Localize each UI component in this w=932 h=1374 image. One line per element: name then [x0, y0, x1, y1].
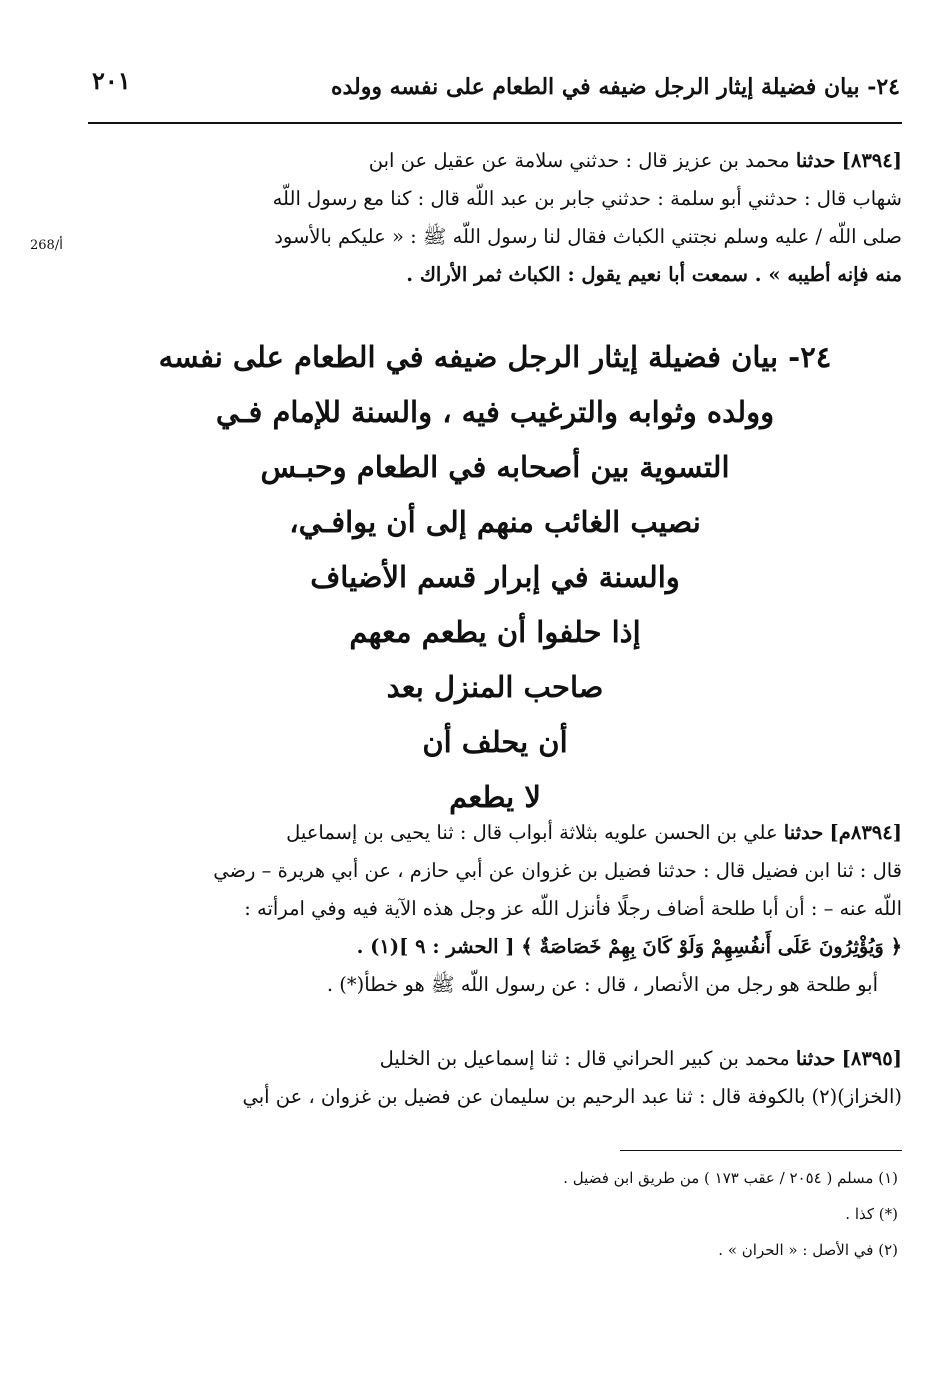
section-title-line: نصيب الغائب منهم إلى أن يوافـي،: [289, 505, 701, 539]
header-rule: [88, 122, 902, 124]
section-title-line: صاحب المنزل بعد: [386, 670, 604, 704]
hadith-line: شهاب قال : حدثني أبو سلمة : حدثني جابر بن عبد اللّه قال : كنا مع رسول اللّه: [272, 187, 902, 210]
footnote: (*) كذا .: [845, 1205, 898, 1223]
hadith-lead-word: حدثنا: [795, 149, 836, 172]
hadith-line: [94, 1040, 902, 1078]
hadith-line: [94, 814, 902, 852]
quran-verse-line: ﴿ وَيُؤْثِرُونَ عَلَى أَنفُسِهِمْ وَلَوْ كَانَ بِهِمْ خَصَاصَةٌ ﴾ [ الحشر : ٩ ](١) .: [356, 935, 902, 958]
hadith-line: منه فإنه أطيبه » . سمعت أبا نعيم يقول : الكباث ثمر الأراك .: [406, 263, 902, 286]
hadith-number: [٨٣٩٥]: [841, 1047, 902, 1070]
hadith-line: صلى اللّه / عليه وسلم نجتني الكباث فقال لنا رسول اللّه ﷺ : « عليكم بالأسود: [274, 225, 902, 248]
hadith-text: محمد بن عزيز قال : حدثني سلامة عن عقيل عن ابن: [368, 149, 790, 172]
hadith-8394: [94, 142, 902, 294]
section-title-line: التسوية بين أصحابه في الطعام وحبـس: [260, 450, 730, 484]
hadith-number: [٨٣٩٤م]: [829, 821, 902, 844]
footnote: (١) مسلم ( ٢٠٥٤ / عقب ١٧٣ ) من طريق ابن فضيل .: [563, 1169, 898, 1187]
section-title-line: وولده وثوابه والترغيب فيه ، والسنة للإمام فـي: [215, 395, 775, 429]
hadith-line: (الخزاز)(٢) بالكوفة قال : ثنا عبد الرحيم بن سليمان عن فضيل بن غزوان ، عن أبي: [242, 1085, 902, 1108]
hadith-lead-word: حدثنا: [795, 1047, 836, 1070]
page-number: ٢٠١: [92, 66, 131, 95]
section-title-line: إذا حلفوا أن يطعم معهم: [349, 615, 641, 649]
manuscript-folio-note: 268/أ: [30, 238, 63, 253]
section-title-line: والسنة في إبرار قسم الأضياف: [310, 560, 680, 594]
hadith-text: علي بن الحسن علويه بثلاثة أبواب قال : ثنا يحيى بن إسماعيل: [286, 821, 778, 844]
hadith-8394m: [94, 814, 902, 1004]
hadith-line: [94, 142, 902, 180]
hadith-number: [٨٣٩٤]: [841, 149, 902, 172]
hadith-line: اللّه عنه – : أن أبا طلحة أضاف رجلًا فأنزل اللّه عز وجل هذه الآية فيه وفي امرأته :: [244, 897, 902, 920]
footnote-rule: [620, 1150, 902, 1151]
hadith-line: قال : ثنا ابن فضيل قال : حدثنا فضيل بن غزوان عن أبي حازم ، عن أبي هريرة – رضي: [213, 859, 902, 882]
hadith-8395: [94, 1040, 902, 1116]
hadith-text: محمد بن كبير الحراني قال : ثنا إسماعيل بن الخليل: [379, 1047, 790, 1070]
section-title: [150, 330, 840, 825]
footnote: (٢) في الأصل : « الحران » .: [718, 1241, 898, 1259]
section-title-line: ٢٤- بيان فضيلة إيثار الرجل ضيفه في الطعام على نفسه: [158, 340, 832, 374]
running-header-title: ٢٤- بيان فضيلة إيثار الرجل ضيفه في الطعام على نفسه وولده: [330, 74, 900, 100]
editor-note-line: أبو طلحة هو رجل من الأنصار ، قال : عن رسول اللّه ﷺ هو خطأ(*) .: [326, 973, 878, 996]
hadith-lead-word: حدثنا: [783, 821, 824, 844]
section-title-line: لا يطعم: [449, 780, 541, 814]
section-title-line: أن يحلف أن: [422, 725, 568, 759]
